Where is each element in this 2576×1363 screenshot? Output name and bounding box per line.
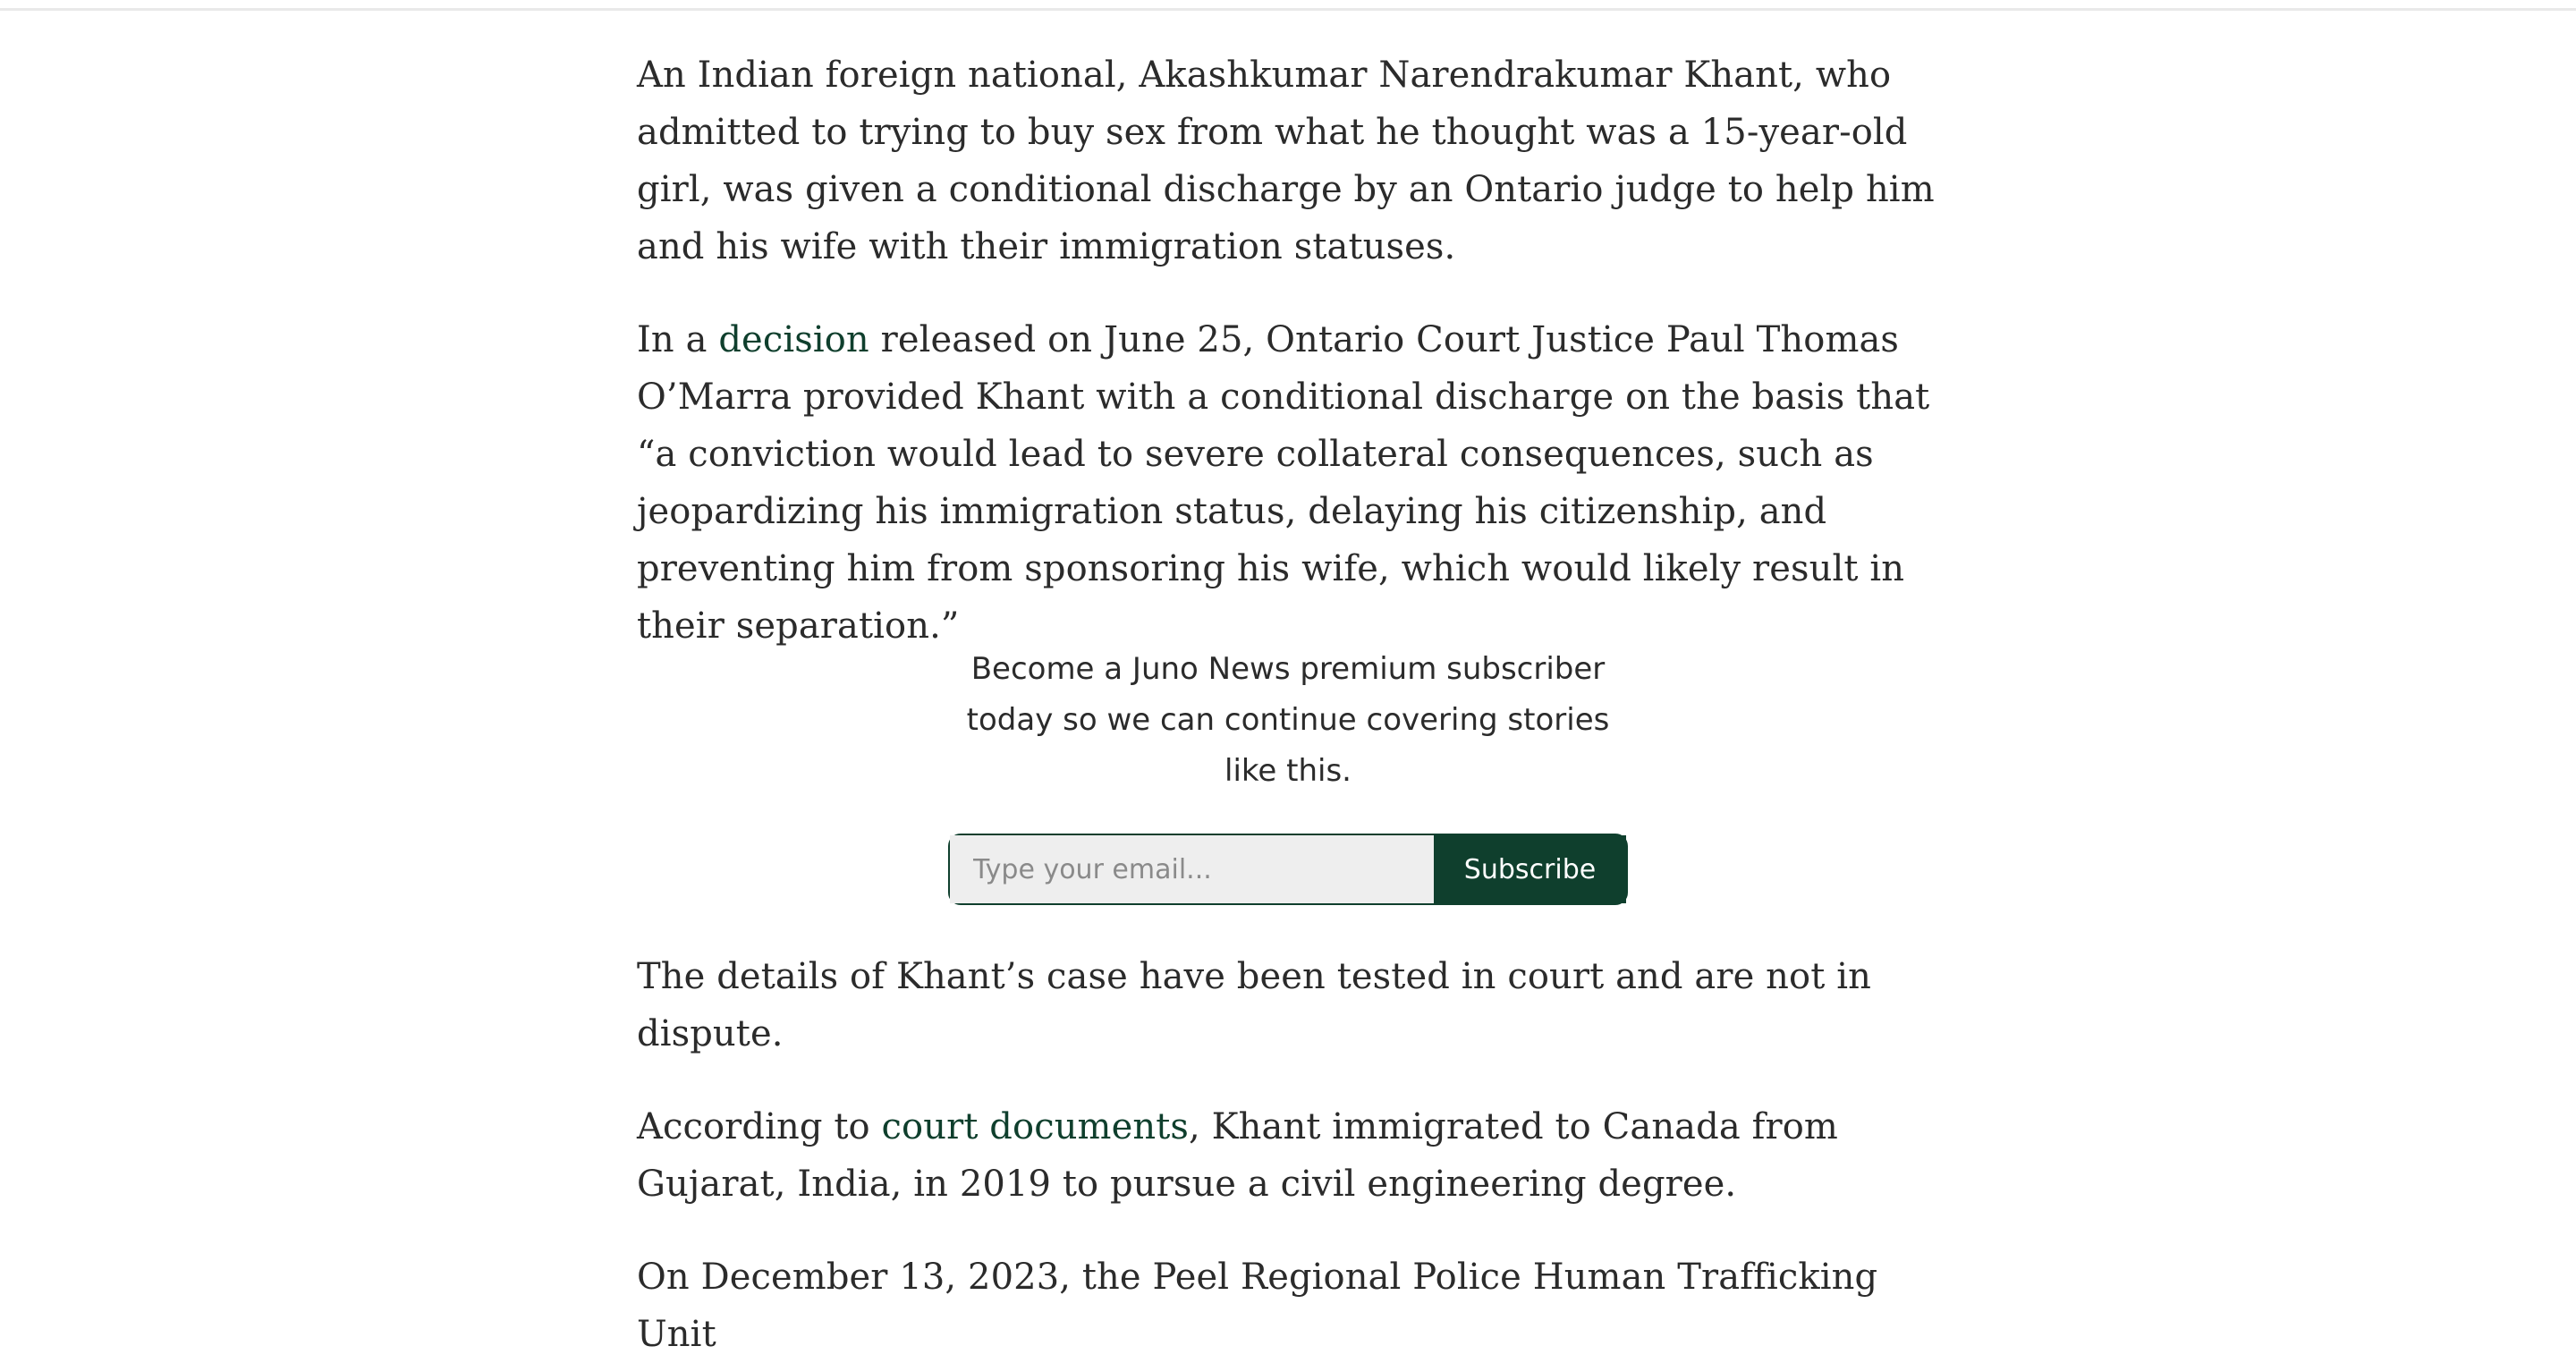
paragraph-text: According to: [637, 1106, 882, 1147]
paragraph-text: On December 13, 2023, the Peel Regional Police Human Trafficking Unit: [637, 1257, 1878, 1355]
decision-link[interactable]: decision: [718, 319, 869, 360]
article-body-lower: [637, 948, 1952, 1363]
article-paragraph-1: [637, 47, 1952, 275]
article-paragraph-2: [637, 311, 1952, 655]
article-body-upper: [637, 47, 1952, 655]
subscribe-message: Become a Juno News premium subscriber today so we can continue covering stories like this.: [966, 651, 1610, 789]
email-input[interactable]: [950, 835, 1434, 903]
paragraph-text: , Khant immigrated to Canada from Gujarat, India, in 2019 to pursue a civil engineering degree.: [637, 1106, 1838, 1205]
paragraph-text: In a: [637, 319, 719, 360]
subscribe-promo: [948, 644, 1628, 797]
subscribe-form: [948, 834, 1628, 905]
article-paragraph-5: [637, 1249, 1952, 1363]
paragraph-text: released on June 25, Ontario Court Justice Paul Thomas O’Marra provided Khant with a conditional discharge on the basis that “a conviction would lead to severe collateral consequences, such as jeopardizing his immigration status, delaying his citizenship, and preventing him from sponsoring his wife, which would likely result in their separation.”: [637, 319, 1930, 647]
court-documents-link[interactable]: court documents: [881, 1106, 1190, 1147]
paragraph-text: An Indian foreign national, Akashkumar Narendrakumar Khant, who admitted to trying to buy sex from what he thought was a 15-year-old girl, was given a conditional discharge by an Ontario judge to help him and his wife with their immigration statuses.: [637, 55, 1935, 267]
subscribe-button[interactable]: Subscribe: [1434, 835, 1626, 903]
paragraph-text: The details of Khant’s case have been tested in court and are not in dispute.: [637, 956, 1871, 1054]
article-paragraph-4: [637, 1098, 1952, 1213]
top-divider: [0, 0, 2576, 11]
article-paragraph-3: [637, 948, 1952, 1062]
